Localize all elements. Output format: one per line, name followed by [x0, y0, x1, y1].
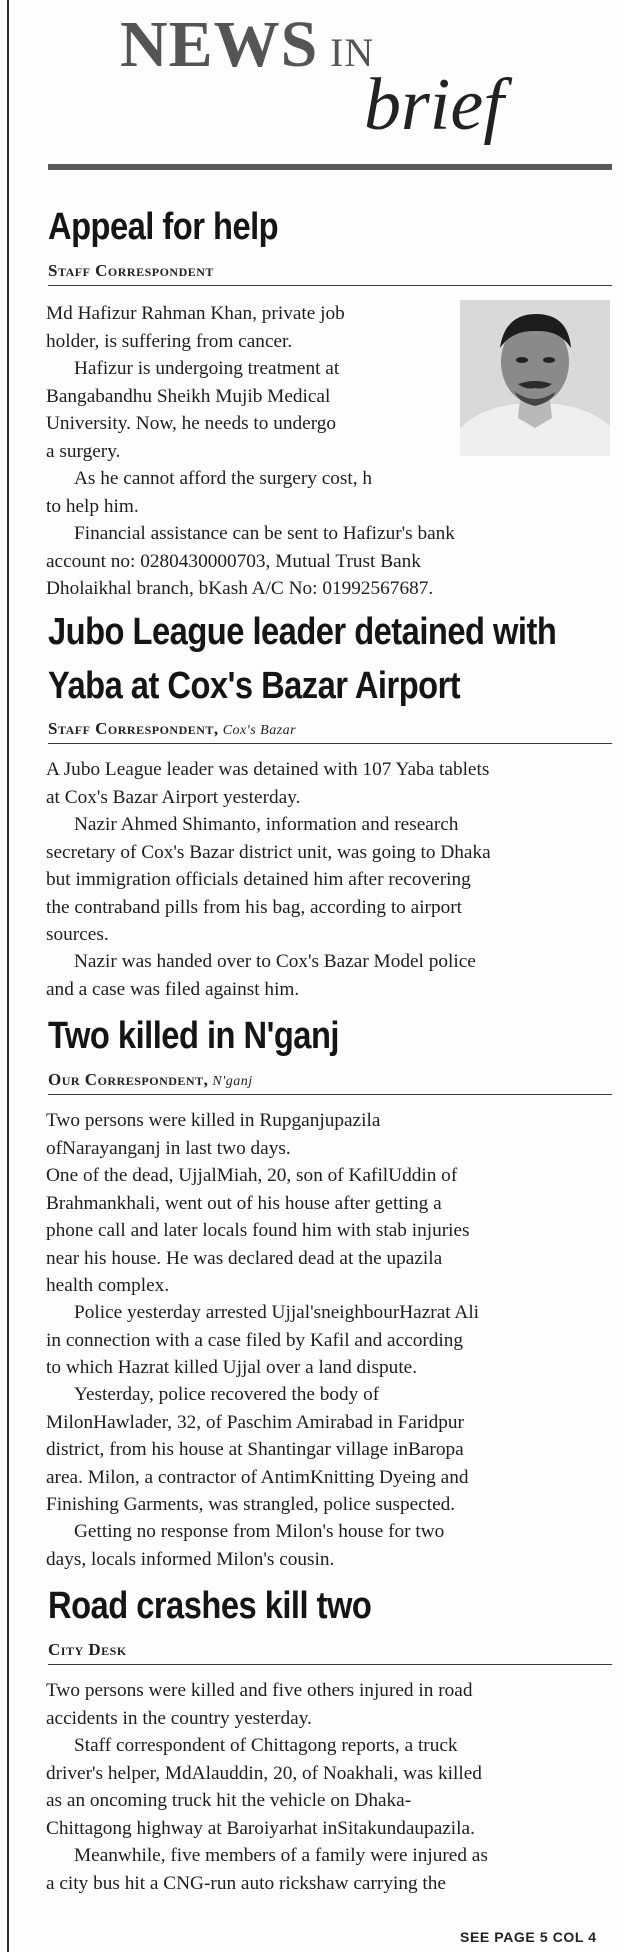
article-paragraph: Two persons were killed in Rupganjupazila ofNarayanganj in last two days. [46, 1110, 381, 1159]
portrait-photo [460, 300, 610, 456]
article-byline: Our Correspondent, N'ganj [48, 1070, 253, 1089]
article-paragraph: Staff correspondent of Chittagong reports, a truck driver's helper, MdAlauddin, 20, of Noakhali, was killed as an oncoming truck hit the vehicle on Dhaka- Chittagong highway at Baroiyarhat inSitakundaupazila. [46, 1735, 482, 1839]
masthead-brief: brief [364, 64, 504, 146]
article-paragraph: A Jubo League leader was detained with 107 Yaba tablets at Cox's Bazar Airport yesterday. [46, 759, 490, 808]
masthead-news: NEWS [120, 8, 319, 81]
article-paragraph: Hafizur is undergoing treatment at Bangabandhu Sheikh Mujib Medical University. Now, he needs to undergo a surgery. [46, 358, 340, 462]
article-paragraph: As he cannot afford the surgery cost, h to help him. [46, 468, 373, 517]
article-paragraph: Md Hafizur Rahman Khan, private job holder, is suffering from cancer. [46, 303, 345, 352]
article-paragraph: Two persons were killed and five others injured in road accidents in the country yesterday. [46, 1680, 473, 1729]
article-byline: City Desk [48, 1640, 127, 1659]
left-column-rule [7, 0, 9, 1952]
article-byline: Staff Correspondent, Cox's Bazar [48, 719, 297, 738]
byline-rule [48, 743, 612, 744]
article-paragraph: One of the dead, UjjalMiah, 20, son of KafilUddin of Brahmankhali, went out of his house after getting a phone call and later locals found him with stab injuries near his house. He was declared dead at the upazila health complex. [46, 1165, 470, 1296]
article-paragraph: Financial assistance can be sent to Hafizur's bank account no: 0280430000703, Mutual Trust Bank Dholaikhal branch, bKash A/C No: 01992567687. [46, 523, 455, 599]
masthead-rule [48, 164, 612, 170]
masthead-in: IN [330, 30, 375, 75]
article-paragraph: Yesterday, police recovered the body of MilonHawlader, 32, of Paschim Amirabad in Faridpur district, from his house at Shantingar village inBaropa area. Milon, a contractor of AntimKnitting Dyeing and Finishing Garments, was strangled, police suspected. [46, 1384, 469, 1515]
article-paragraph: Getting no response from Milon's house for two days, locals informed Milon's cousin. [46, 1521, 445, 1570]
article-paragraph: Nazir was handed over to Cox's Bazar Model police and a case was filed against him. [46, 951, 476, 1000]
byline-rule [48, 285, 612, 286]
byline-rule [48, 1094, 612, 1095]
article-byline: Staff Correspondent [48, 261, 214, 280]
article-headline: Jubo League leader detained with Yaba at Cox's Bazar Airport [48, 611, 557, 707]
portrait-illustration [460, 300, 610, 456]
article-headline: Two killed in N'ganj [48, 1015, 339, 1057]
article-paragraph: Nazir Ahmed Shimanto, information and research secretary of Cox's Bazar district unit, was going to Dhaka but immigration officials detained him after recovering the contraband pills from his bag, according to airport sources. [46, 814, 491, 945]
article-paragraph: Meanwhile, five members of a family were injured as a city bus hit a CNG-run auto rickshaw carrying the [46, 1845, 488, 1894]
article-headline: Appeal for help [48, 206, 279, 248]
byline-rule [48, 1664, 612, 1665]
article-paragraph: Police yesterday arrested Ujjal'sneighbourHazrat Ali in connection with a case filed by Kafil and according to which Hazrat killed Ujjal over a land dispute. [46, 1302, 480, 1378]
masthead [0, 0, 624, 170]
article-headline: Road crashes kill two [48, 1585, 372, 1627]
continuation-note: SEE PAGE 5 COL 4 [460, 1929, 597, 1945]
